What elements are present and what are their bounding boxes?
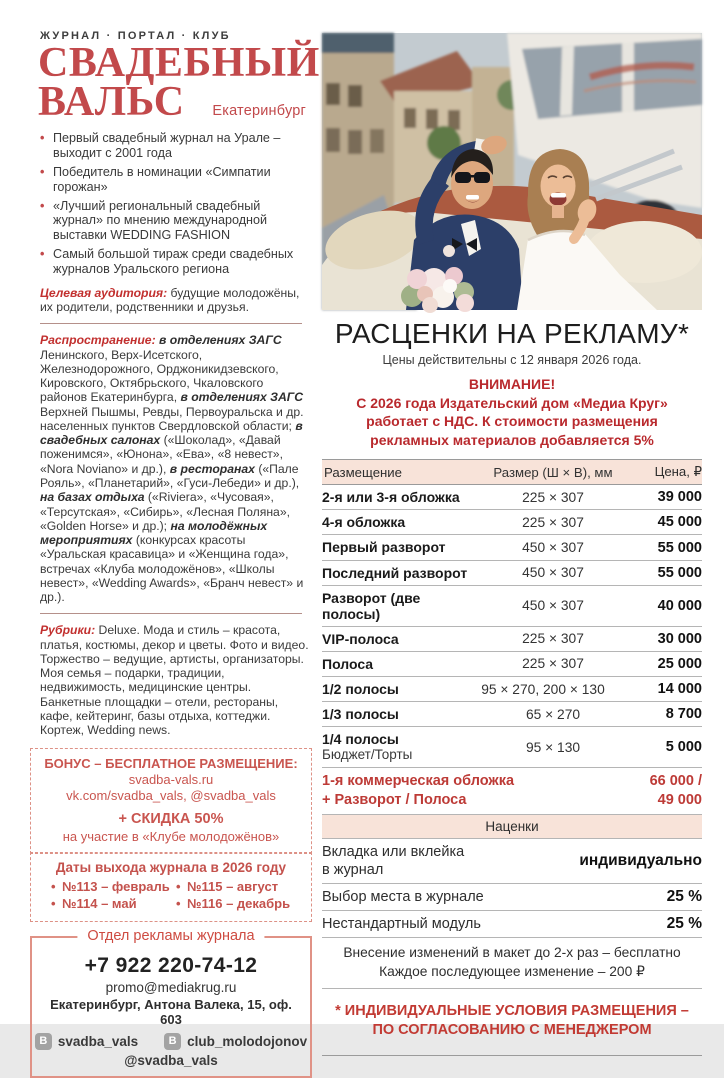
markup-name: Выбор места в журнале (322, 888, 484, 905)
bonus-site: svadba-vals.ru (128, 771, 214, 787)
row-placement: 4-я обложка (322, 514, 406, 531)
brand-tagline: ЖУРНАЛ · ПОРТАЛ · КЛУБ (40, 30, 231, 42)
row-size: 65 × 270 (525, 706, 581, 722)
attention-line: С 2026 года Издательский дом «Медиа Круг» (356, 394, 668, 411)
distribution-segment: (конкурсах красоты «Уральская красавица» и «Женщина года», встречах «Клуба молодожёнов», «Школы невест», «Wedding Awards», «Бранч невест» и др.). (40, 533, 304, 605)
row-price: 5 000 (665, 739, 702, 755)
row-price: 30 000 (657, 630, 702, 647)
bonus-discount: + СКИДКА 50% (118, 811, 224, 828)
issue-dates-grid (37, 879, 305, 913)
distribution-paragraph (30, 333, 312, 604)
table-row (322, 627, 702, 652)
row-price: 14 000 (657, 681, 702, 698)
vk-icon: В (164, 1033, 181, 1050)
markup-notes (322, 938, 702, 989)
rubrics-text: Deluxe. Мода и стиль – красота, платья, костюмы, декор и цветы. Фото и видео. Торжество – ведущие, артисты, организаторы. Моя семья – подарки, традиции, недвижимость, медицинские центры. Банкетные площадки – отели, рестораны, кафе, кейтеринг, базы отдыха, коттеджи. Кортеж, Wedding news. (40, 623, 309, 738)
divider (40, 323, 302, 324)
social-item (35, 1033, 138, 1050)
markup-value: индивидуально (579, 851, 702, 869)
row-size: 225 × 307 (522, 631, 584, 647)
bonus-discount-note: на участие в «Клубе молодожёнов» (62, 828, 280, 844)
bonus-vk-line: vk.com/svadba_vals, @svadba_vals (66, 788, 276, 804)
row-placement (322, 731, 478, 763)
row-price: 40 000 (657, 597, 702, 614)
table-row (322, 727, 702, 768)
distribution-label: Распространение: (40, 333, 160, 348)
list-item: • Победитель в номинации «Симпатии горожан» (40, 165, 312, 195)
row-size: 225 × 307 (522, 514, 584, 530)
audience-label: Целевая аудитория: (40, 285, 168, 300)
row-placement: 1/2 полосы (322, 681, 399, 698)
markup-name-line2: в журнал (322, 861, 384, 878)
issue-date: • №115 – август (176, 879, 301, 896)
social-item (164, 1033, 307, 1050)
row-size: 225 × 307 (522, 489, 584, 505)
distribution-segment: в отделениях ЗАГС (180, 390, 304, 405)
markup-name: Нестандартный модуль (322, 915, 481, 932)
vk-icon: В (35, 1033, 52, 1050)
row-size: 225 × 307 (522, 656, 584, 672)
bottom-divider (322, 1055, 702, 1056)
audience-paragraph (30, 286, 312, 315)
table-row (322, 535, 702, 560)
rates-title: РАСЦЕНКИ НА РЕКЛАМУ* (334, 318, 690, 349)
table-row (322, 485, 702, 510)
divider (40, 613, 302, 614)
distribution-segment: Ленинского, Верх-Исетского, Железнодорожного, Орджоникидзевского, Кировского, Октябрьского, Чкаловского районов Екатеринбурга, (40, 347, 279, 405)
list-item: • «Лучший региональный свадебный журнал» по мнению международной выставки WEDDING FASHION (40, 199, 312, 244)
contact-address: Екатеринбург, Антона Валека, 15, оф. 603 (50, 997, 292, 1028)
row-placement: VIP-полоса (322, 630, 399, 647)
social-label: svadba_vals (57, 1034, 139, 1050)
row-price: 8 700 (665, 706, 702, 723)
rates-valid-note: Цены действительны с 12 января 2026 года. (382, 353, 642, 368)
issue-date: • №116 – декабрь (176, 896, 301, 913)
distribution-segment: («Шоколад», «Давай поженимся», «Юнона», «Ева», «8 невест», «Nora Noviano» и др.), (40, 433, 283, 476)
list-item: • Первый свадебный журнал на Урале – выходит с 2001 года (40, 131, 312, 161)
attention-line: ВНИМАНИЕ! (468, 376, 556, 393)
markup-row (322, 839, 702, 884)
distribution-segment: на базах отдыха (40, 490, 148, 505)
rubrics-label: Рубрики: (40, 623, 96, 638)
wedding-photo-illustration (322, 33, 702, 310)
row-placement-line2: Бюджет/Торты (322, 747, 413, 763)
bonus-box (30, 748, 312, 854)
brand-title-row2 (38, 79, 312, 126)
instagram-handle: @svadba_vals (124, 1053, 218, 1069)
special-offer-price-line1: 66 000 / (649, 772, 702, 789)
contact-box (30, 928, 312, 1078)
right-column (322, 33, 702, 1064)
rubrics-paragraph (30, 623, 312, 737)
brand-bullet-list (30, 131, 312, 277)
brand-city: Екатеринбург (212, 103, 306, 120)
contact-phone: +7 922 220-74-12 (84, 954, 258, 978)
row-size: 450 × 307 (522, 598, 584, 614)
bonus-title: БОНУС – БЕСПЛАТНОЕ РАЗМЕЩЕНИЕ: (44, 755, 298, 771)
table-row (322, 702, 702, 727)
distribution-segment: Верхней Пышмы, Ревды, Первоуральска и др. населенных пунктов Свердловской области; (40, 404, 304, 433)
social-row (39, 1033, 308, 1050)
markup-value: 25 % (666, 887, 702, 905)
issue-dates-title: Даты выхода журнала в 2026 году (55, 860, 287, 876)
distribution-segment: в отделениях ЗАГС (159, 333, 282, 348)
row-price: 39 000 (657, 489, 702, 506)
list-item: • Самый большой тираж среди свадебных журналов Уральского региона (40, 247, 312, 277)
distribution-segment: («Riviera», «Чусовая», «Терсутская», «Сибирь», «Лесная Поляна», «Golden Horse» и др.); (40, 490, 290, 533)
table-row (322, 586, 702, 627)
issue-date: • №114 – май (51, 896, 176, 913)
individual-terms-footnote (322, 1002, 702, 1041)
table-row (322, 677, 702, 702)
row-size: 450 × 307 (522, 565, 584, 581)
special-offer-price-line2: 49 000 (657, 791, 702, 808)
markups-header: Наценки (322, 815, 702, 839)
issue-date: • №113 – февраль (51, 879, 176, 896)
row-placement: 1/3 полосы (322, 706, 399, 723)
row-placement: 2-я или 3-я обложка (322, 489, 460, 506)
markup-note-line: Каждое последующее изменение – 200 ₽ (379, 964, 645, 980)
wedding-couple-photo (322, 33, 702, 310)
rates-table (322, 459, 702, 814)
special-offer-line2: + Разворот / Полоса (322, 791, 467, 808)
special-offer-line1: 1-я коммерческая обложка (322, 772, 515, 789)
row-size: 95 × 130 (525, 739, 581, 755)
attention-block (322, 375, 702, 449)
row-placement-line1: 1/4 полосы (322, 731, 399, 748)
markup-value: 25 % (666, 914, 702, 932)
row-placement: Последний разворот (322, 564, 468, 581)
markup-name (322, 843, 579, 879)
markup-note-line: Внесение изменений в макет до 2-х раз – бесплатно (343, 945, 681, 960)
row-size: 95 × 270, 200 × 130 (481, 681, 605, 697)
social-label: club_molodojonov (187, 1034, 308, 1050)
table-row (322, 510, 702, 535)
markup-row (322, 911, 702, 938)
row-placement: Полоса (322, 655, 374, 672)
row-price: 55 000 (657, 564, 702, 581)
table-row (322, 561, 702, 586)
attention-line: работает с НДС. К стоимости размещения (366, 413, 658, 430)
row-size: 450 × 307 (522, 540, 584, 555)
row-price: 25 000 (657, 655, 702, 672)
rates-table-header (322, 460, 702, 485)
attention-line: рекламных материалов добавляется 5% (370, 431, 654, 448)
left-column (30, 30, 320, 1078)
brand-title-line2: ВАЛЬС (38, 79, 185, 126)
column-header-size: Размер (Ш × В), мм (493, 464, 613, 480)
special-offer-price (612, 772, 702, 810)
distribution-segment: в свадебных салонах (40, 418, 303, 448)
special-offer-name (322, 772, 612, 810)
distribution-segment: в ресторанах (169, 461, 259, 476)
distribution-segment: («Пале Рояль», «Планетарий», «Гуси-Лебеди» и др.), (40, 461, 300, 491)
contact-title: Отдел рекламы журнала (77, 928, 264, 944)
issue-dates-box (30, 852, 312, 922)
footnote-line: ПО СОГЛАСОВАНИЮ С МЕНЕДЖЕРОМ (372, 1022, 652, 1039)
contact-email: promo@mediakrug.ru (105, 980, 237, 996)
brand-title-line1: СВАДЕБНЫЙ (38, 40, 320, 86)
special-offer-row (322, 768, 702, 815)
markup-row (322, 884, 702, 911)
distribution-segment: на молодёжных мероприятиях (40, 518, 268, 548)
footnote-line: * ИНДИВИДУАЛЬНЫЕ УСЛОВИЯ РАЗМЕЩЕНИЯ – (335, 1002, 689, 1019)
row-placement: Первый разворот (322, 539, 446, 556)
table-row (322, 652, 702, 677)
row-placement: Разворот (две полосы) (322, 589, 421, 622)
column-header-price: Цена, ₽ (654, 464, 702, 480)
column-header-placement: Размещение (324, 464, 403, 480)
row-price: 45 000 (657, 514, 702, 531)
markup-name-line1: Вкладка или вклейка (322, 843, 465, 860)
row-price: 55 000 (657, 539, 702, 556)
audience-text: будущие молодожёны, их родители, родственники и друзья. (40, 285, 300, 315)
